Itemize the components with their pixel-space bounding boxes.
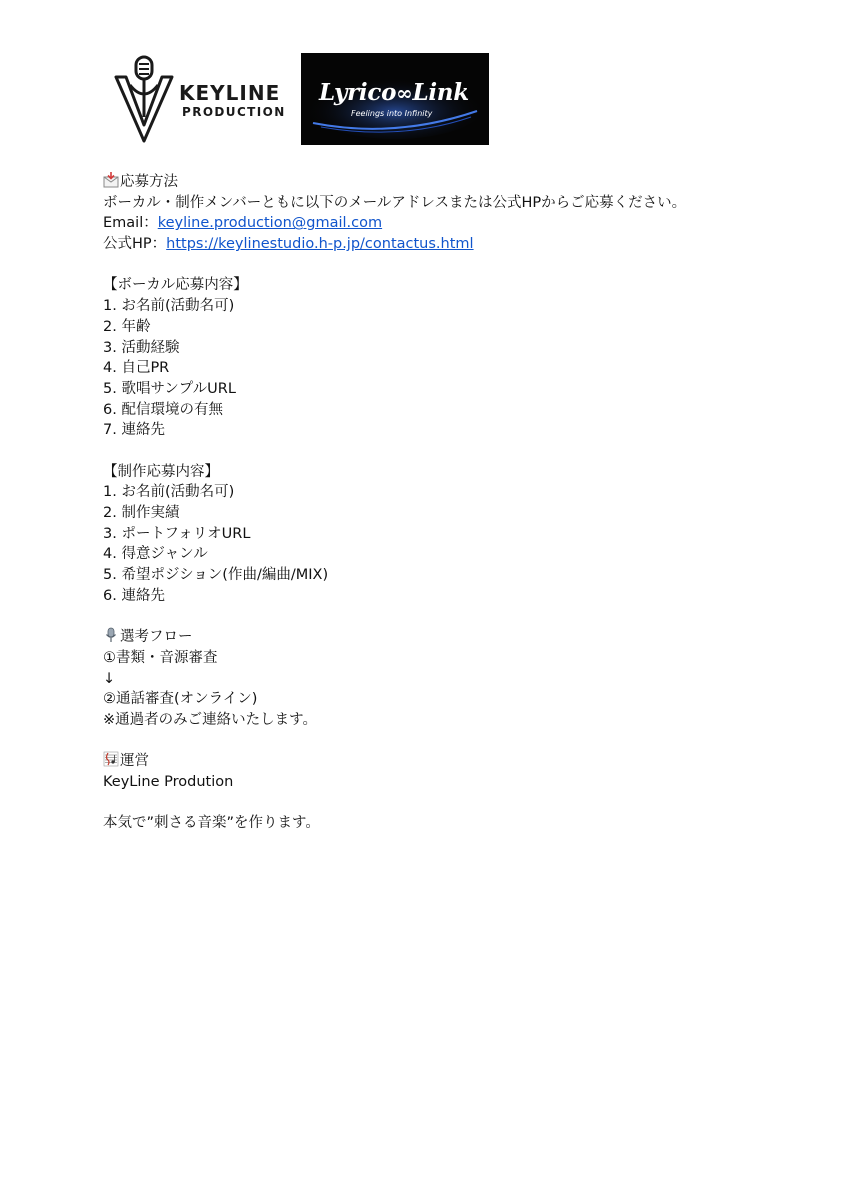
- spacer: [103, 255, 823, 276]
- production-item: 6. 連絡先: [103, 587, 165, 604]
- vocal-item: 3. 活動経験: [103, 339, 180, 356]
- hp-link[interactable]: https://keylinestudio.h-p.jp/contactus.html: [166, 236, 474, 253]
- envelope-with-arrow-icon: [103, 172, 119, 188]
- keyline-subtitle: PRODUCTION: [182, 105, 286, 119]
- flow-step-1: ①書類・音源審査: [103, 649, 218, 666]
- vocal-heading: 【ボーカル応募内容】: [103, 277, 248, 294]
- production-item: 4. 得意ジャンル: [103, 546, 208, 563]
- closing-statement: 本気で”刺さる音楽”を作ります。: [103, 815, 320, 832]
- production-heading: 【制作応募内容】: [103, 463, 219, 480]
- vocal-item: 1. お名前(活動名可): [103, 298, 235, 315]
- vocal-item: 4. 自己PR: [103, 360, 170, 377]
- operator-heading: 運営: [103, 751, 823, 772]
- recruitment-document: [103, 172, 823, 834]
- production-item: 3. ポートフォリオURL: [103, 525, 251, 542]
- flow-heading: 選考フロー: [103, 627, 823, 648]
- production-item: 2. 制作実績: [103, 505, 180, 521]
- keyline-mic-emblem-icon: [112, 55, 176, 145]
- production-item: 1. お名前(活動名可): [103, 484, 235, 501]
- infinity-icon: ∞: [396, 81, 413, 105]
- application-intro: ボーカル・制作メンバーともに以下のメールアドレスまたは公式HPからご応募ください。: [103, 194, 687, 211]
- lyricolink-tagline: Feelings into Infinity: [351, 109, 433, 118]
- hp-line: [103, 234, 823, 255]
- email-label: Email：: [103, 215, 158, 232]
- lyricolink-wordmark: Lyrico∞Link: [319, 79, 469, 106]
- hp-label: 公式HP：: [103, 236, 167, 253]
- keyline-production-logo: [112, 55, 292, 145]
- email-link[interactable]: keyline.production@gmail.com: [157, 215, 383, 232]
- flow-step-2: ②通話審査(オンライン): [103, 691, 258, 708]
- vocal-item: 6. 配信環境の有無: [103, 401, 223, 418]
- flow-note: ※通過者のみご連絡いたします。: [103, 711, 317, 728]
- lyricolink-logo: [301, 53, 489, 145]
- flow-arrow: ↓: [103, 670, 116, 687]
- application-heading: 応募方法: [103, 172, 823, 193]
- vocal-item: 5. 歌唱サンプルURL: [103, 380, 236, 397]
- logo-header: [0, 0, 850, 160]
- vocal-item: 2. 年齢: [103, 318, 151, 335]
- email-line: [103, 213, 823, 234]
- microphone-icon: [103, 627, 119, 643]
- spacer: [103, 793, 823, 814]
- musical-score-icon: [103, 751, 119, 767]
- operator-name: KeyLine Prodution: [103, 773, 234, 790]
- vocal-item: 7. 連絡先: [103, 422, 165, 439]
- keyline-wordmark: KEYLINE: [179, 81, 281, 105]
- spacer: [103, 441, 823, 462]
- spacer: [103, 731, 823, 752]
- spacer: [103, 606, 823, 627]
- production-item: 5. 希望ポジション(作曲/編曲/MIX): [103, 567, 329, 584]
